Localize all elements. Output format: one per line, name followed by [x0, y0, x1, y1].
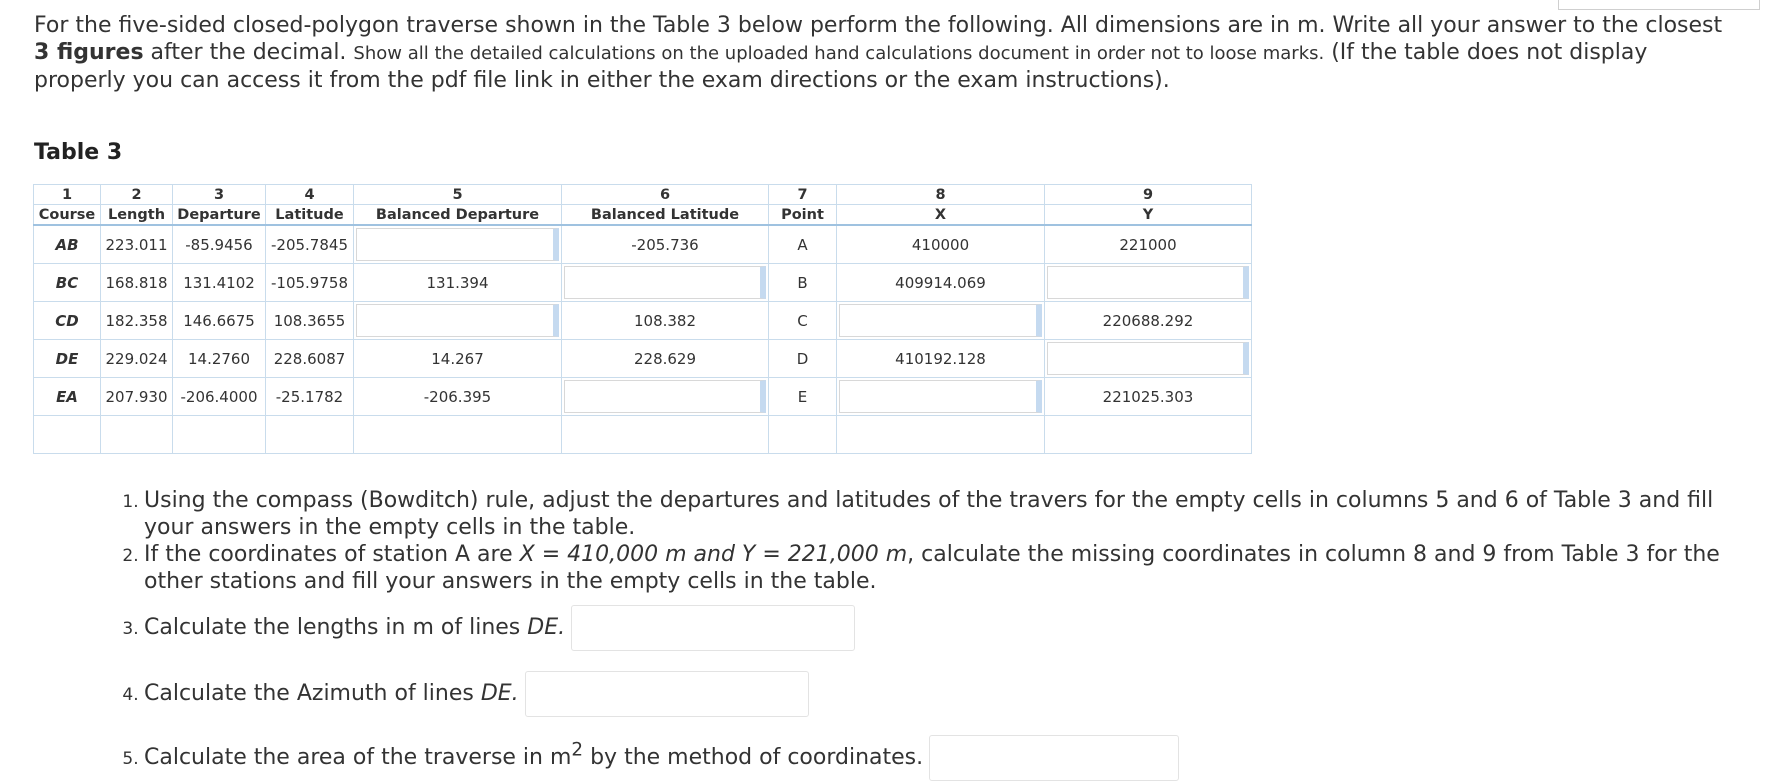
course-cell: BC — [34, 264, 101, 302]
empty-cell — [266, 416, 354, 454]
question-1-text: Using the compass (Bowditch) rule, adjust the departures and latitudes of the travers for the empty cells in columns 5 and 6 of Table 3 and fill your answers in the empty cells in the table. — [144, 488, 1714, 540]
header-length: Length — [101, 205, 173, 226]
table-row — [34, 302, 1252, 340]
balanced-latitude-input-bc[interactable] — [564, 266, 766, 299]
departure-cell: -206.4000 — [173, 378, 266, 416]
traverse-table — [33, 184, 1252, 454]
question-4 — [144, 671, 1744, 717]
x-cell: 409914.069 — [837, 264, 1045, 302]
question-5 — [144, 735, 1744, 781]
length-cell: 207.930 — [101, 378, 173, 416]
col-number: 3 — [173, 185, 266, 205]
question-2 — [144, 541, 1744, 595]
table-row — [34, 340, 1252, 378]
table-title: Table 3 — [34, 140, 123, 165]
course-cell: EA — [34, 378, 101, 416]
length-cell: 229.024 — [101, 340, 173, 378]
latitude-cell: -25.1782 — [266, 378, 354, 416]
y-cell — [1045, 264, 1252, 302]
x-cell — [837, 378, 1045, 416]
question-list — [110, 487, 1744, 781]
intro-text-3: (If the table does not display properly you can access it from the pdf file link in either the exam directions or the exam instructions). — [34, 40, 1648, 93]
col-number: 8 — [837, 185, 1045, 205]
latitude-cell: -105.9758 — [266, 264, 354, 302]
intro-text-2: after the decimal. — [143, 40, 354, 65]
balanced-departure-cell — [354, 302, 562, 340]
y-cell: 221025.303 — [1045, 378, 1252, 416]
point-cell: A — [769, 225, 837, 264]
header-balanced-latitude: Balanced Latitude — [562, 205, 769, 226]
balanced-latitude-cell — [562, 378, 769, 416]
latitude-cell: -205.7845 — [266, 225, 354, 264]
point-cell: E — [769, 378, 837, 416]
empty-cell — [1045, 416, 1252, 454]
header-point: Point — [769, 205, 837, 226]
balanced-departure-cell — [354, 225, 562, 264]
intro-small-text: Show all the detailed calculations on the uploaded hand calculations document in order not to loose marks. — [353, 43, 1325, 64]
x-input-c[interactable] — [839, 304, 1042, 337]
empty-cell — [101, 416, 173, 454]
question-2-coordinates: X = 410,000 m and Y = 221,000 m — [519, 542, 908, 567]
header-x: X — [837, 205, 1045, 226]
table-row — [34, 378, 1252, 416]
question-2-text-a: If the coordinates of station A are — [144, 542, 520, 567]
col-number: 1 — [34, 185, 101, 205]
balanced-departure-cell: 14.267 — [354, 340, 562, 378]
col-number: 4 — [266, 185, 354, 205]
question-3-line: DE. — [527, 615, 566, 640]
departure-cell: 131.4102 — [173, 264, 266, 302]
departure-cell: 146.6675 — [173, 302, 266, 340]
col-number: 7 — [769, 185, 837, 205]
empty-cell — [34, 416, 101, 454]
course-cell: CD — [34, 302, 101, 340]
area-answer-input[interactable] — [929, 735, 1179, 781]
length-cell: 168.818 — [101, 264, 173, 302]
y-cell — [1045, 340, 1252, 378]
length-de-answer-input[interactable] — [571, 605, 855, 651]
balanced-latitude-cell: 228.629 — [562, 340, 769, 378]
intro-text-1: For the five-sided closed-polygon traverse shown in the Table 3 below perform the following. All dimensions are in m. Write all your answer to the closest — [34, 13, 1723, 38]
header-course: Course — [34, 205, 101, 226]
empty-cell — [837, 416, 1045, 454]
question-4-text: Calculate the Azimuth of lines — [144, 681, 481, 706]
course-cell: AB — [34, 225, 101, 264]
balanced-latitude-cell: 108.382 — [562, 302, 769, 340]
table-row — [34, 264, 1252, 302]
point-cell: D — [769, 340, 837, 378]
y-cell: 220688.292 — [1045, 302, 1252, 340]
table-row — [34, 225, 1252, 264]
col-number: 2 — [101, 185, 173, 205]
y-input-d[interactable] — [1047, 342, 1249, 375]
x-cell — [837, 302, 1045, 340]
question-5-text-a: Calculate the area of the traverse in m — [144, 745, 572, 770]
point-cell: C — [769, 302, 837, 340]
col-number: 5 — [354, 185, 562, 205]
departure-cell: -85.9456 — [173, 225, 266, 264]
y-cell: 221000 — [1045, 225, 1252, 264]
balanced-departure-cell: -206.395 — [354, 378, 562, 416]
question-5-text-b: by the method of coordinates. — [583, 745, 924, 770]
balanced-latitude-cell: -205.736 — [562, 225, 769, 264]
empty-cell — [769, 416, 837, 454]
header-row — [34, 205, 1252, 226]
question-4-line: DE. — [480, 681, 519, 706]
header-y: Y — [1045, 205, 1252, 226]
latitude-cell: 228.6087 — [266, 340, 354, 378]
length-cell: 223.011 — [101, 225, 173, 264]
x-cell: 410192.128 — [837, 340, 1045, 378]
question-3-text: Calculate the lengths in m of lines — [144, 615, 528, 640]
column-number-row — [34, 185, 1252, 205]
x-input-e[interactable] — [839, 380, 1042, 413]
latitude-cell: 108.3655 — [266, 302, 354, 340]
instructions-paragraph — [34, 12, 1734, 94]
balanced-departure-input-cd[interactable] — [356, 304, 559, 337]
col-number: 9 — [1045, 185, 1252, 205]
length-cell: 182.358 — [101, 302, 173, 340]
balanced-departure-cell: 131.394 — [354, 264, 562, 302]
empty-table-row — [34, 416, 1252, 454]
question-1 — [144, 487, 1744, 541]
question-5-superscript: 2 — [571, 739, 584, 761]
question-3 — [144, 605, 1744, 651]
balanced-latitude-cell — [562, 264, 769, 302]
point-cell: B — [769, 264, 837, 302]
empty-cell — [354, 416, 562, 454]
empty-cell — [173, 416, 266, 454]
balanced-departure-input-ab[interactable] — [356, 228, 559, 261]
azimuth-de-answer-input[interactable] — [525, 671, 809, 717]
intro-bold: 3 figures — [34, 40, 144, 65]
col-number: 6 — [562, 185, 769, 205]
top-right-box — [1558, 0, 1760, 10]
header-latitude: Latitude — [266, 205, 354, 226]
balanced-latitude-input-ea[interactable] — [564, 380, 766, 413]
departure-cell: 14.2760 — [173, 340, 266, 378]
y-input-b[interactable] — [1047, 266, 1249, 299]
header-balanced-departure: Balanced Departure — [354, 205, 562, 226]
course-cell: DE — [34, 340, 101, 378]
header-departure: Departure — [173, 205, 266, 226]
x-cell: 410000 — [837, 225, 1045, 264]
empty-cell — [562, 416, 769, 454]
question-2-text-b: , calculate the missing coordinates in column 8 and 9 from Table 3 for the other stations and fill your answers in the empty cells in the table. — [144, 542, 1720, 594]
